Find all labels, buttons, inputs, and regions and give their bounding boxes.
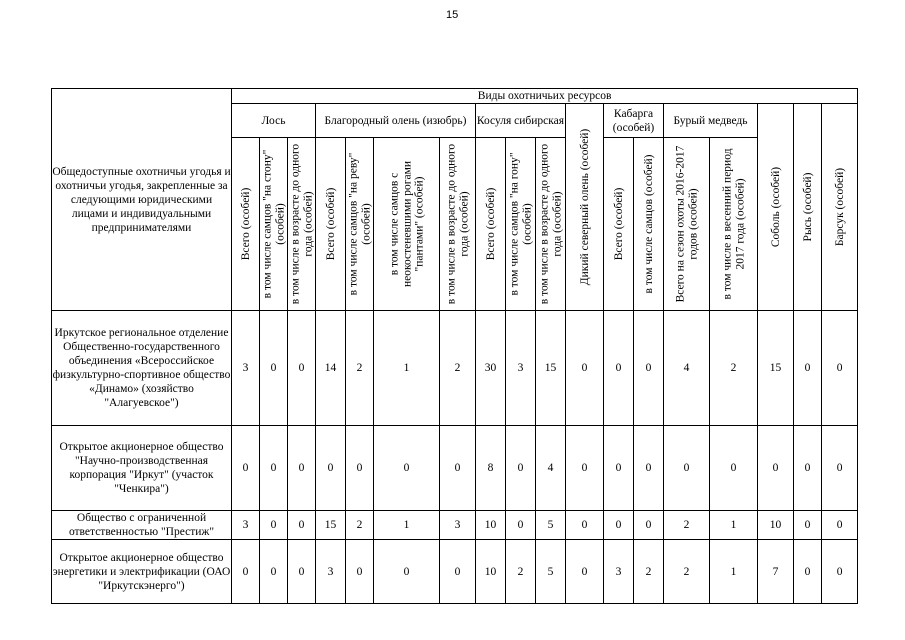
quota-value: 0	[288, 426, 316, 511]
quota-value: 0	[566, 426, 604, 511]
top-header: Виды охотничьих ресурсов	[232, 89, 858, 104]
hunting-quota-table	[51, 88, 858, 604]
group-red-deer: Благородный олень (изюбрь)	[316, 104, 476, 138]
group-sable: Соболь (особей)	[758, 104, 794, 311]
page-number: 15	[446, 9, 459, 21]
corner-header: Общедоступные охотничьи угодья и охотничьи угодья, закрепленные за следующими юридическими лицами и индивидуальными предпринимателями	[52, 89, 232, 311]
sub-roe-young: в том числе в возрасте до одного года (особей)	[536, 138, 566, 311]
quota-value: 5	[536, 540, 566, 604]
sub-roe-males: в том числе самцов "на гону" (особей)	[506, 138, 536, 311]
group-badger: Барсук (особей)	[822, 104, 858, 311]
quota-value: 0	[288, 311, 316, 426]
quota-value: 0	[604, 511, 634, 540]
sub-deer-total: Всего (особей)	[316, 138, 346, 311]
quota-value: 0	[664, 426, 710, 511]
sub-bear-season: Всего на сезон охоты 2016-2017 годов (особей)	[664, 138, 710, 311]
quota-value: 0	[260, 540, 288, 604]
quota-value: 0	[566, 311, 604, 426]
quota-value: 0	[374, 426, 440, 511]
quota-value: 0	[506, 426, 536, 511]
quota-value: 0	[604, 311, 634, 426]
quota-value: 4	[664, 311, 710, 426]
group-brown-bear: Бурый медведь	[664, 104, 758, 138]
quota-value: 2	[346, 511, 374, 540]
quota-value: 3	[440, 511, 476, 540]
table-row	[52, 540, 858, 604]
quota-value: 3	[506, 311, 536, 426]
quota-value: 0	[794, 311, 822, 426]
quota-value: 2	[346, 311, 374, 426]
quota-value: 0	[822, 540, 858, 604]
sub-musk-males: в том числе самцов (особей)	[634, 138, 664, 311]
group-musk-deer: Кабарга (особей)	[604, 104, 664, 138]
group-reindeer: Дикий северный олень (особей)	[566, 104, 604, 311]
quota-value: 10	[758, 511, 794, 540]
sub-deer-antlers: в том числе самцов с неокостеневшими рогами "пантами" (особей)	[374, 138, 440, 311]
quota-value: 0	[440, 426, 476, 511]
quota-value: 15	[316, 511, 346, 540]
quota-value: 30	[476, 311, 506, 426]
quota-value: 2	[710, 311, 758, 426]
quota-value: 0	[794, 540, 822, 604]
quota-value: 3	[232, 511, 260, 540]
quota-value: 0	[822, 311, 858, 426]
quota-value: 0	[346, 426, 374, 511]
quota-value: 1	[710, 540, 758, 604]
sub-deer-males: в том числе самцов "на реву" (особей)	[346, 138, 374, 311]
quota-value: 1	[374, 511, 440, 540]
sub-roe-total: Всего (особей)	[476, 138, 506, 311]
organization-name: Открытое акционерное общество энергетики и электрификации (ОАО "Иркутскэнерго")	[52, 540, 232, 604]
quota-value: 15	[758, 311, 794, 426]
quota-value: 7	[758, 540, 794, 604]
quota-value: 0	[288, 540, 316, 604]
group-elk: Лось	[232, 104, 316, 138]
group-roe-deer: Косуля сибирская	[476, 104, 566, 138]
organization-name: Иркутское региональное отделение Общественно-государственного объединения «Всероссийское физкультурно-спортивное общество «Динамо» (хозяйство "Алагуевское")	[52, 311, 232, 426]
quota-value: 0	[374, 540, 440, 604]
quota-value: 0	[440, 540, 476, 604]
quota-value: 5	[536, 511, 566, 540]
quota-value: 0	[634, 511, 664, 540]
quota-value: 0	[346, 540, 374, 604]
quota-value: 10	[476, 540, 506, 604]
sub-elk-young: в том числе в возрасте до одного года (особей)	[288, 138, 316, 311]
quota-value: 2	[506, 540, 536, 604]
quota-value: 0	[634, 426, 664, 511]
quota-value: 3	[232, 311, 260, 426]
quota-value: 10	[476, 511, 506, 540]
sub-elk-males: в том числе самцов "на стону" (особей)	[260, 138, 288, 311]
organization-name: Открытое акционерное общество "Научно-производственная корпорация "Иркут" (участок "Ченкира")	[52, 426, 232, 511]
quota-value: 3	[604, 540, 634, 604]
quota-value: 0	[506, 511, 536, 540]
quota-value: 2	[664, 540, 710, 604]
quota-value: 4	[536, 426, 566, 511]
quota-value: 0	[634, 311, 664, 426]
quota-value: 1	[374, 311, 440, 426]
quota-value: 0	[710, 426, 758, 511]
quota-value: 0	[260, 511, 288, 540]
table-row	[52, 426, 858, 511]
quota-value: 2	[634, 540, 664, 604]
quota-value: 3	[316, 540, 346, 604]
quota-value: 0	[288, 511, 316, 540]
quota-value: 14	[316, 311, 346, 426]
quota-value: 8	[476, 426, 506, 511]
group-lynx: Рысь (особей)	[794, 104, 822, 311]
quota-value: 0	[604, 426, 634, 511]
quota-value: 0	[822, 426, 858, 511]
sub-bear-spring: в том числе в весенний период 2017 года (особей)	[710, 138, 758, 311]
quota-value: 0	[758, 426, 794, 511]
quota-value: 15	[536, 311, 566, 426]
table-row	[52, 311, 858, 426]
quota-value: 0	[316, 426, 346, 511]
quota-value: 1	[710, 511, 758, 540]
sub-musk-total: Всего (особей)	[604, 138, 634, 311]
sub-deer-young: в том числе в возрасте до одного года (особей)	[440, 138, 476, 311]
quota-value: 0	[794, 426, 822, 511]
table-row	[52, 511, 858, 540]
quota-value: 0	[232, 426, 260, 511]
quota-value: 2	[440, 311, 476, 426]
quota-value: 0	[260, 311, 288, 426]
quota-value: 0	[822, 511, 858, 540]
quota-value: 0	[566, 511, 604, 540]
organization-name: Общество с ограниченной ответственностью "Престиж"	[52, 511, 232, 540]
quota-value: 0	[794, 511, 822, 540]
quota-value: 0	[260, 426, 288, 511]
sub-elk-total: Всего (особей)	[232, 138, 260, 311]
quota-value: 2	[664, 511, 710, 540]
quota-value: 0	[232, 540, 260, 604]
quota-value: 0	[566, 540, 604, 604]
